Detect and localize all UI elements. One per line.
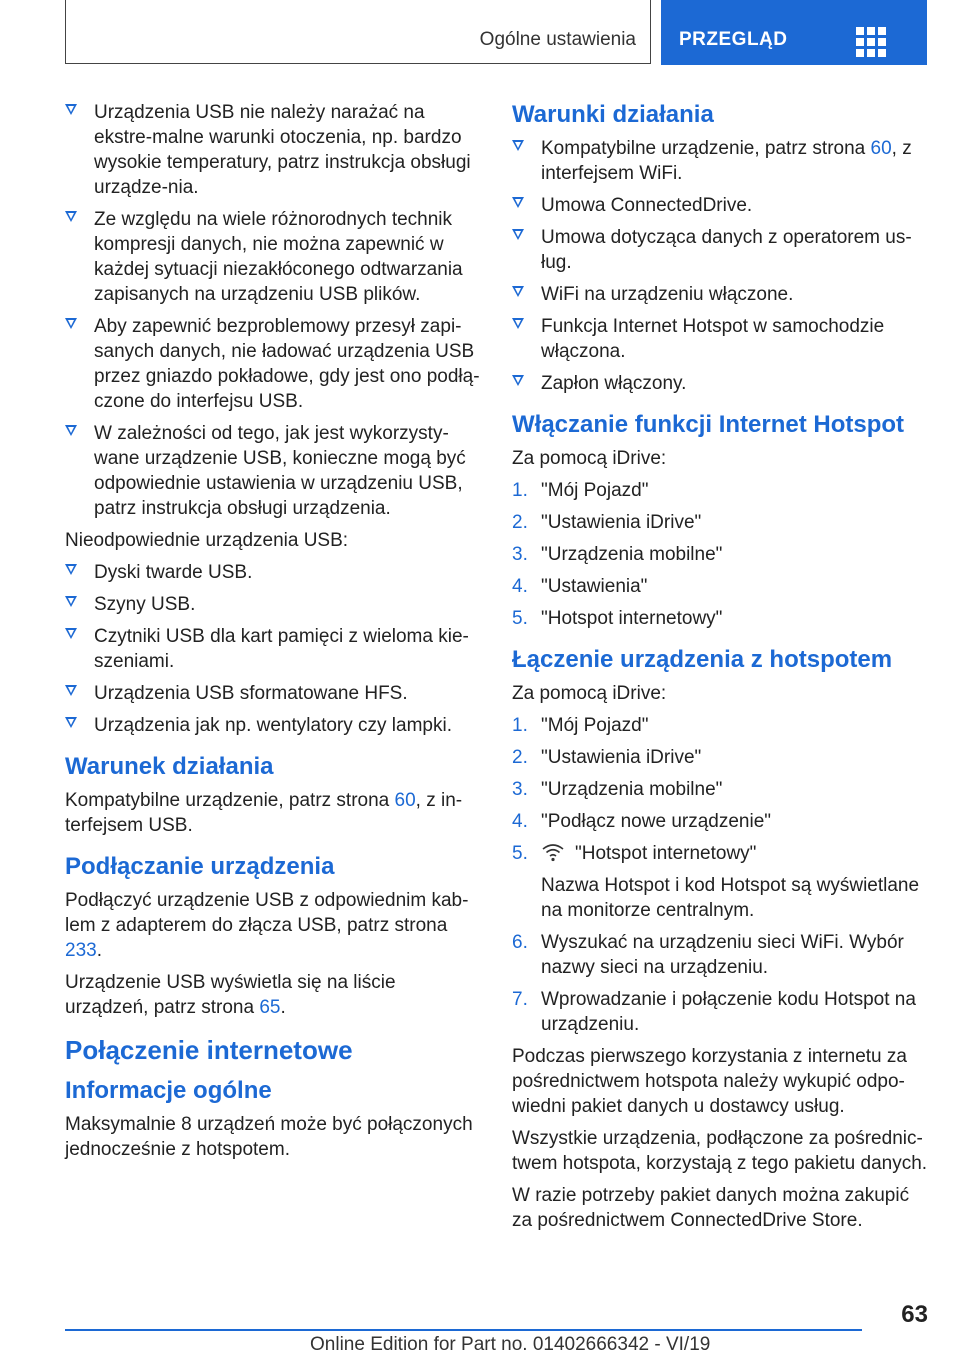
list-item: Umowa dotycząca danych z operatorem us-ług. xyxy=(512,225,932,275)
step-item: 1. "Mój Pojazd" xyxy=(512,715,649,736)
list-item: Funkcja Internet Hotspot w samochodzie włączona. xyxy=(512,314,932,364)
list-item: Aby zapewnić bezproblemowy przesył zapi-sanych danych, nie ładować urządzenia USB przez gniazdo pokładowe, gdy jest ono podłą-czone do interfejsu USB. xyxy=(65,314,480,414)
triangle-bullet-icon xyxy=(65,104,77,115)
triangle-bullet-icon xyxy=(512,375,524,386)
triangle-bullet-icon xyxy=(65,685,77,696)
heading-connect-device: Łączenie urządzenia z hotspotem xyxy=(512,646,893,673)
list-item: Urządzenia USB nie należy narażać na ekstre-malne warunki otoczenia, np. bardzo wysokie temperatury, patrz instrukcja obsługi urządze-nia. xyxy=(65,100,480,200)
heading-general-info: Informacje ogólne xyxy=(65,1077,272,1104)
triangle-bullet-icon xyxy=(65,318,77,329)
page-link[interactable]: 233 xyxy=(65,940,97,961)
triangle-bullet-icon xyxy=(512,197,524,208)
list-item: Urządzenia jak np. wentylatory czy lampki. xyxy=(65,713,480,738)
page-number: 63 xyxy=(901,1301,928,1328)
footer-divider xyxy=(65,1329,862,1331)
triangle-bullet-icon xyxy=(65,211,77,222)
step-item: 5. "Hotspot internetowy" Nazwa Hotspot i kod Hotspot są wyświetlane na monitorze centralnym. xyxy=(512,841,932,923)
paragraph: Wszystkie urządzenia, podłączone za pośrednic-twem hotspota, korzystają z tego pakietu danych. xyxy=(512,1128,928,1174)
step-note: Nazwa Hotspot i kod Hotspot są wyświetlane na monitorze centralnym. xyxy=(541,875,920,921)
section-tab[interactable] xyxy=(65,0,651,64)
idrive-intro: Za pomocą iDrive: xyxy=(512,448,667,469)
triangle-bullet-icon xyxy=(65,717,77,728)
connecting-text: Podłączyć urządzenie USB z odpowiednim kab-lem z adapterem do złącza USB, patrz strona 233. xyxy=(65,890,469,961)
overview-label: PRZEGLĄD xyxy=(679,29,788,50)
heading-internet: Połączenie internetowe xyxy=(65,1035,353,1065)
wifi-icon xyxy=(541,842,565,862)
triangle-bullet-icon xyxy=(512,318,524,329)
page-header xyxy=(65,0,927,65)
step-item: 2. "Ustawienia iDrive" xyxy=(512,512,702,533)
info-text: Maksymalnie 8 urządzeń może być połączonych jednocześnie z hotspotem. xyxy=(65,1114,473,1160)
list-item: Kompatybilne urządzenie, patrz strona 60, z interfejsem WiFi. xyxy=(512,136,932,186)
list-item: W zależności od tego, jak jest wykorzysty-wane urządzenie USB, konieczne mogą być odpowiednie ustawienia w urządzeniu USB, patrz instrukcja obsługi urządzenia. xyxy=(65,421,480,521)
triangle-bullet-icon xyxy=(512,286,524,297)
step-item: 2. "Ustawienia iDrive" xyxy=(512,747,702,768)
step-item: 3. "Urządzenia mobilne" xyxy=(512,544,723,565)
heading-enable-hotspot: Włączanie funkcji Internet Hotspot xyxy=(512,411,905,438)
list-item: Zapłon włączony. xyxy=(512,371,932,396)
list-item: Dyski twarde USB. xyxy=(65,560,480,585)
step-item: 4. "Podłącz nowe urządzenie" xyxy=(512,811,772,832)
heading-requirements: Warunki działania xyxy=(512,101,714,128)
step-item: 5. "Hotspot internetowy" xyxy=(512,608,723,629)
heading-requirement: Warunek działania xyxy=(65,753,274,780)
list-item: Urządzenia USB sformatowane HFS. xyxy=(65,681,480,706)
usb-list-text: Urządzenie USB wyświetla się na liście urządzeń, patrz strona 65. xyxy=(65,972,396,1018)
step-item: 1. "Mój Pojazd" xyxy=(512,480,649,501)
page-link[interactable]: 65 xyxy=(259,997,281,1018)
paragraph: W razie potrzeby pakiet danych można zakupić za pośrednictwem ConnectedDrive Store. xyxy=(512,1185,910,1231)
page-link[interactable]: 60 xyxy=(870,138,892,159)
edition-footer: Online Edition for Part no. 01402666342 - VI/19 xyxy=(310,1334,711,1355)
right-column xyxy=(512,100,932,1240)
list-item: WiFi na urządzeniu włączone. xyxy=(512,282,932,307)
list-item: Ze względu na wiele różnorodnych technik kompresji danych, nie można zapewnić w każdej sytuacji niezakłóconego odtwarzania zapisanych na urządzeniu USB plików. xyxy=(65,207,480,307)
grid-icon xyxy=(856,27,886,57)
triangle-bullet-icon xyxy=(512,140,524,151)
requirement-text: Kompatybilne urządzenie, patrz strona 60, z in-terfejsem USB. xyxy=(65,790,463,836)
idrive-intro: Za pomocą iDrive: xyxy=(512,683,667,704)
unsuitable-intro: Nieodpowiednie urządzenia USB: xyxy=(65,530,349,551)
triangle-bullet-icon xyxy=(65,596,77,607)
triangle-bullet-icon xyxy=(512,229,524,240)
step-item: 7. Wprowadzanie i połączenie kodu Hotspot na urządzeniu. xyxy=(512,989,916,1035)
section-title: Ogólne ustawienia xyxy=(479,29,636,50)
triangle-bullet-icon xyxy=(65,425,77,436)
step-item: 6. Wyszukać na urządzeniu sieci WiFi. Wybór nazwy sieci na urządzeniu. xyxy=(512,932,904,978)
left-column xyxy=(65,100,480,1169)
page-link[interactable]: 60 xyxy=(394,790,416,811)
list-item: Szyny USB. xyxy=(65,592,480,617)
step-item: 3. "Urządzenia mobilne" xyxy=(512,779,723,800)
list-item: Czytniki USB dla kart pamięci z wieloma kie-szeniami. xyxy=(65,624,480,674)
triangle-bullet-icon xyxy=(65,628,77,639)
triangle-bullet-icon xyxy=(65,564,77,575)
list-item: Umowa ConnectedDrive. xyxy=(512,193,932,218)
step-item: 4. "Ustawienia" xyxy=(512,576,648,597)
heading-connecting: Podłączanie urządzenia xyxy=(65,853,335,880)
paragraph: Podczas pierwszego korzystania z internetu za pośrednictwem hotspota należy wykupić odpo-wiedni pakiet danych u dostawcy usług. xyxy=(512,1046,907,1117)
overview-button[interactable] xyxy=(661,0,927,65)
